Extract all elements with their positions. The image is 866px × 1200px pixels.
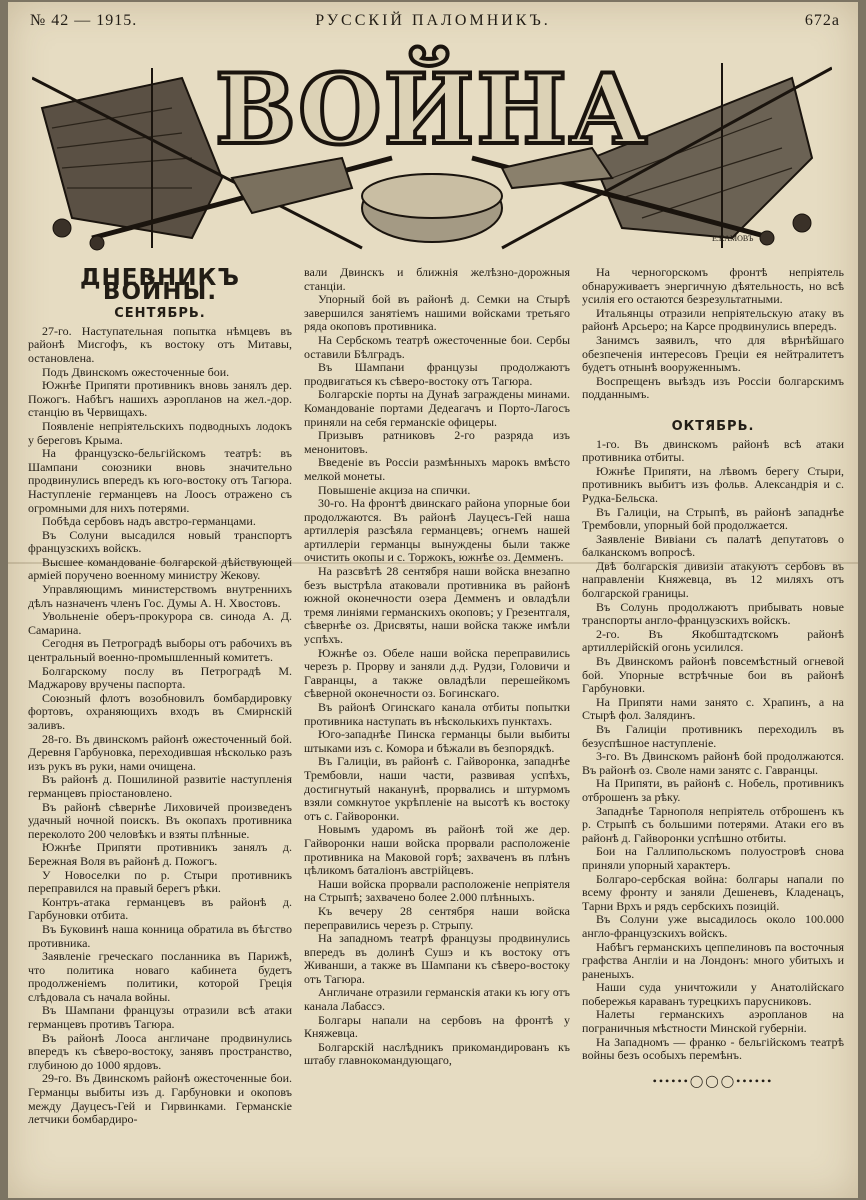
masthead-illustration bbox=[32, 38, 832, 256]
paragraph: Западнѣе Тарнополя непріятель отброшенъ къ р. Стрыпѣ съ большими потерями. Атаки его въ районѣ д. Гайворонки успѣшно отбиты. bbox=[582, 803, 844, 845]
paragraph: Набѣгъ германскихъ цеппелиновъ па восточныя графства Англіи и на Лондонъ: много убитыхъ и раненыхъ. bbox=[582, 939, 844, 981]
paragraph: На западномъ театрѣ французы продвинулись впередъ въ долинѣ Сушэ и къ востоку отъ Живанши, а также въ Шампани къ сѣверо-востоку отъ Тагюра. bbox=[304, 931, 570, 986]
paragraph: 1-го. Въ двинскомъ районѣ всѣ атаки противника отбиты. bbox=[582, 436, 844, 465]
artist-signature: Е.КАМОВЪ bbox=[712, 234, 754, 243]
paragraph: 28-го. Въ двинскомъ районѣ ожесточенный бой. Деревня Гарбуновка, переходившая нѣсколько разъ изъ рукъ въ руки, нами очищена. bbox=[28, 731, 292, 773]
paragraph: Въ Галиціи, въ районѣ с. Гайворонка, западнѣе Трембовли, наши части, развивая успѣхъ, достигнутый наканунѣ, прорвались и штурмомъ взяли сомкнутое укрѣпленіе на высотѣ къ востоку отъ с. Гайворонки. bbox=[304, 754, 570, 823]
paragraph: Повышеніе акциза на спички. bbox=[318, 482, 471, 497]
paragraph: Появленіе непріятельскихъ подводныхъ лодокъ у береговъ Крыма. bbox=[28, 418, 292, 447]
page-number: 672а bbox=[804, 12, 840, 29]
issue-number: № 42 — 1915. bbox=[30, 12, 138, 29]
paragraph: Наши войска прорвали расположеніе непріятеля на Стрыпѣ; захвачено более 2.000 плѣнныхъ. bbox=[304, 876, 570, 905]
running-header bbox=[8, 8, 858, 32]
paragraph: Въ районѣ Лооса англичане продвинулись впередъ къ сѣверо-востоку, занявъ пространство, глубиною до 1000 ярдовъ. bbox=[28, 1030, 292, 1072]
paragraph: 30-го. На фронтѣ двинскаго района упорные бои продолжаются. Въ районѣ Лауцесъ-Гей наша артиллерія разсѣяла германцевъ; огнемъ нашей артиллеріи германцы вынуждены были также очистить окопы и с. Торжокъ, южнѣе оз. Демменъ. bbox=[304, 496, 570, 565]
paragraph: На Припяти нами занято с. Храпинъ, а на Стырѣ фол. Залядинъ. bbox=[582, 694, 844, 723]
paragraph: Въ Галиціи, на Стрыпѣ, въ районѣ западнѣе Трембовли, упорный бой продолжается. bbox=[582, 504, 844, 533]
paragraph: Введеніе въ Россіи размѣнныхъ марокъ вмѣсто мелкой монеты. bbox=[304, 455, 570, 483]
paragraph: Англичане отразили германскія атаки къ югу отъ канала Лабассэ. bbox=[304, 985, 570, 1014]
paragraph: На Сербскомъ театрѣ ожесточенные бои. Сербы оставили Бѣлградъ. bbox=[304, 332, 570, 361]
paragraph: Южнѣе Припяти противникъ вновь занялъ дер. Пожогъ. Набѣгъ нашихъ аэропланов на жел.-дор. станцію въ Червищахъ. bbox=[28, 378, 292, 420]
paragraph: Увольненіе оберъ-прокурора св. синода А. Д. Самарина. bbox=[28, 609, 292, 637]
paragraph: Подъ Двинскомъ ожесточенные бои. bbox=[42, 364, 230, 379]
paragraph: Бои на Галлипольскомъ полуостровѣ снова приняли упорный характеръ. bbox=[582, 844, 844, 872]
paragraph: 2-го. Въ Якобштадтскомъ районѣ артиллерійскій огонь усилился. bbox=[582, 626, 844, 655]
column-3-body-october bbox=[582, 438, 844, 1063]
paragraph: Высшее командованіе болгарской дѣйствующей арміей поручено военному министру Жекову. bbox=[28, 554, 292, 583]
paragraph: 29-го. Въ Двинскомъ районѣ ожесточенные бои. Германцы выбиты изъ д. Гарбуновки и окоповъ между Дауцесъ-Гей и Гирвинками. Германскіе летчики бомбардиро- bbox=[28, 1071, 292, 1127]
paragraph: 27-го. Наступательная попытка нѣмцевъ въ районѣ Мисгофъ, къ востоку отъ Митавы, остановлена. bbox=[28, 323, 292, 365]
paragraph: У Новоселки по р. Стыри противникъ переправился на правый берегъ рѣки. bbox=[28, 867, 292, 896]
paragraph: Въ районѣ Огинскаго канала отбиты попытки противника наступать въ нѣсколькихъ пунктахъ. bbox=[304, 700, 570, 728]
column-3 bbox=[582, 266, 844, 1088]
paragraph: Контръ-атака германцевъ въ районѣ д. Гарбуновки отбита. bbox=[28, 894, 292, 923]
paragraph: Въ Шампани французы отразили всѣ атаки германцевъ противъ Тагюра. bbox=[28, 1003, 292, 1032]
article-heading: ДНЕВНИКЪ ВОЙНЫ. bbox=[80, 265, 240, 305]
paragraph: Побѣда сербовъ надъ австро-германцами. bbox=[42, 514, 256, 529]
column-3-body-september bbox=[582, 266, 844, 402]
paragraph: На французско-бельгійскомъ театрѣ: въ Шампани союзники вновь значительно продвинулись впередъ къ юго-востоку отъ Тагюра. Наступленіе германцевъ на Лоосъ отражено съ огромными для нихъ потерями. bbox=[28, 446, 292, 515]
paragraph: Упорный бой въ районѣ д. Семки на Стырѣ завершился занятіемъ нашими войсками третьяго ряда окоповъ противника. bbox=[304, 292, 570, 334]
paragraph: Наши суда уничтожили у Анатолійскаго побережья караванъ турецкихъ парусниковъ. bbox=[582, 980, 844, 1008]
publication-title: РУССКІЙ ПАЛОМНИКЪ. bbox=[315, 12, 551, 29]
paragraph: Въ Двинскомъ районѣ повсемѣстный огневой бой. Упорные встрѣчные бои въ районѣ Гарбуновки. bbox=[582, 654, 844, 696]
paragraph: Въ Галиціи противникъ переходилъ въ безуспѣшное наступленіе. bbox=[582, 722, 844, 750]
paragraph: Въ районѣ д. Пошилиной развитіе наступленія германцевъ пріостановлено. bbox=[28, 772, 292, 800]
paragraph: Болгаро-сербская война: болгары напали по всему фронту и заняли Дешеневъ, Кладенацъ, Тарни Врхъ и рядъ сербскихъ позицій. bbox=[582, 871, 844, 913]
paragraph: Новымъ ударомъ въ районѣ той же дер. Гайворонки наши войска прорвали расположеніе противника на Маковой горѣ; захваченъ въ плѣнъ цѣликомъ баталіонъ австрійцевъ. bbox=[304, 822, 570, 878]
paragraph: Въ Буковинѣ наша конница обратила въ бѣгство противника. bbox=[28, 921, 292, 950]
paragraph: Къ вечеру 28 сентября наши войска переправились черезъ р. Стрыпу. bbox=[304, 903, 570, 932]
paragraph: Южнѣе Припяти, на лѣвомъ берегу Стыри, противникъ выбитъ изъ фольв. Александрія и с. Рудка-Бельска. bbox=[582, 463, 844, 505]
paragraph: Въ районѣ сѣвернѣе Лиховичей произведенъ удачный ночной поискъ. Въ окопахъ противника переколото 200 человѣкъ и взяты плѣнные. bbox=[28, 799, 292, 841]
paragraph: Итальянцы отразили непріятельскую атаку въ районѣ Арсьеро; на Карсе продвинулись впередъ. bbox=[582, 305, 844, 334]
paragraph: Юго-западнѣе Пинска германцы были выбиты штыками изъ с. Комора и бѣжали въ безпорядкѣ. bbox=[304, 727, 570, 755]
newspaper-page bbox=[8, 2, 858, 1198]
month-heading-october: ОКТЯБРЬ. bbox=[671, 418, 755, 434]
paragraph: Занимсъ заявилъ, что для вѣрнѣйшаго обезпеченія интересовъ Греціи ея нейтралитетъ будетъ отнынѣ вооруженнымъ. bbox=[582, 332, 844, 375]
tassel-left bbox=[53, 219, 71, 237]
paragraph: Заявленіе греческаго посланника въ Парижѣ, что политика новаго кабинета будетъ продолженіемъ политики, которой Греція слѣдовала съ начала войны. bbox=[28, 949, 292, 1004]
paragraph: Болгары напали на сербовъ на фронтѣ у Княжевца. bbox=[304, 1012, 570, 1041]
paragraph: Призывъ ратниковъ 2-го разряда изъ менонитовъ. bbox=[304, 428, 570, 456]
paragraph: Болгарскому послу въ Петроградѣ М. Маджарову вручены паспорта. bbox=[28, 663, 292, 692]
paragraph: 3-го. Въ Двинскомъ районѣ бой продолжаются. Въ районѣ оз. Сволe нами занятс с. Гавранцы. bbox=[582, 749, 844, 777]
paragraph: Двѣ болгарскія дивизіи атакуютъ сербовъ въ направленіи Княжевца, въ 12 миляхъ отъ болгарской границы. bbox=[582, 558, 844, 601]
paragraph: вали Двинскъ и ближнія желѣзно-дорожныя станціи. bbox=[304, 265, 570, 293]
paragraph: На Западномъ — франко - бельгійскомъ театрѣ войны безъ особыхъ перемѣнъ. bbox=[582, 1034, 844, 1063]
paragraph: Заявленіе Вивіани съ палатѣ депутатовъ о балканскомъ вопросѣ. bbox=[582, 531, 844, 560]
paragraph: Южнѣе оз. Обеле наши войска переправились черезъ р. Прорву и заняли д.д. Рудзи, Головичи и Гавранцы, а также овладѣли перешейкомъ сѣверной оконечности оз. Богинскаго. bbox=[304, 645, 570, 701]
paragraph: Сегодня въ Петроградѣ выборы отъ рабочихъ въ центральный военно-промышленный комитетъ. bbox=[28, 636, 292, 665]
paragraph: Воспрещенъ выѣздъ изъ Россіи болгарскимъ подданнымъ. bbox=[582, 373, 844, 402]
paragraph: Въ Солуни высадился новый транспортъ французскихъ войскъ. bbox=[28, 527, 292, 556]
masthead-title: ВОЙНА bbox=[214, 53, 650, 166]
paragraph: Болгарскіе порты на Дунаѣ заграждены минами. Командованіе портами Дедеагачъ и Порто-Лагосъ приняли на себя германскіе офицеры. bbox=[304, 387, 570, 429]
flag-drape-left bbox=[42, 78, 222, 238]
column-2-body bbox=[304, 266, 570, 1068]
paragraph: Въ Солунь продолжаютъ прибывать новые транспорты англо-французскихъ войскъ. bbox=[582, 599, 844, 628]
column-1 bbox=[28, 266, 292, 1127]
column-2 bbox=[304, 266, 570, 1068]
paragraph: На разсвѣтѣ 28 сентября наши войска внезапно безъ выстрѣла атаковали противника въ районѣ южной оконечности озера Демменъ и овладѣли тремя линіями германскихъ окоповъ; у Грезентгаля, сѣвернѣе оз. Дрисвяты, наши войска также имѣли успѣхъ. bbox=[304, 564, 570, 647]
paragraph: Въ Шампани французы продолжаютъ продвигаться къ сѣверо-востоку отъ Тагюра. bbox=[304, 360, 570, 388]
paragraph: Союзный флотъ возобновилъ бомбардировку фортовъ, охраняющихъ входъ въ Смирнскій заливъ. bbox=[28, 690, 292, 732]
paragraph: На Припяти, въ районѣ с. Нобель, противникъ отброшенъ за рѣку. bbox=[582, 776, 844, 804]
tassel-right bbox=[793, 214, 811, 232]
paragraph: Управляющимъ министерствомъ внутреннихъ дѣлъ назначенъ членъ Гос. Думы А. Н. Хвостовъ. bbox=[28, 582, 292, 610]
column-1-body bbox=[28, 325, 292, 1127]
paragraph: Болгарскій наслѣдникъ прикомандированъ къ штабу главнокомандующаго, bbox=[304, 1039, 570, 1068]
paragraph: Южнѣе Припяти противникъ занялъ д. Бережная Воля въ районѣ д. Пожогъ. bbox=[28, 840, 292, 868]
paragraph: На черногорскомъ фронтѣ непріятель обнаруживаетъ энергичную дѣятельность, но всѣ усилія его остаются безрезультатными. bbox=[582, 265, 844, 307]
paragraph: Въ Солуни уже высадилось около 100.000 англо-французскихъ войскъ. bbox=[582, 912, 844, 940]
month-heading-september: СЕНТЯБРЬ. bbox=[114, 306, 206, 322]
end-ornament: ••••••◯◯◯•••••• bbox=[652, 1073, 774, 1088]
paragraph: Налеты германскихъ аэропланов на пограничныя мѣстности Минской губерніи. bbox=[582, 1007, 844, 1036]
